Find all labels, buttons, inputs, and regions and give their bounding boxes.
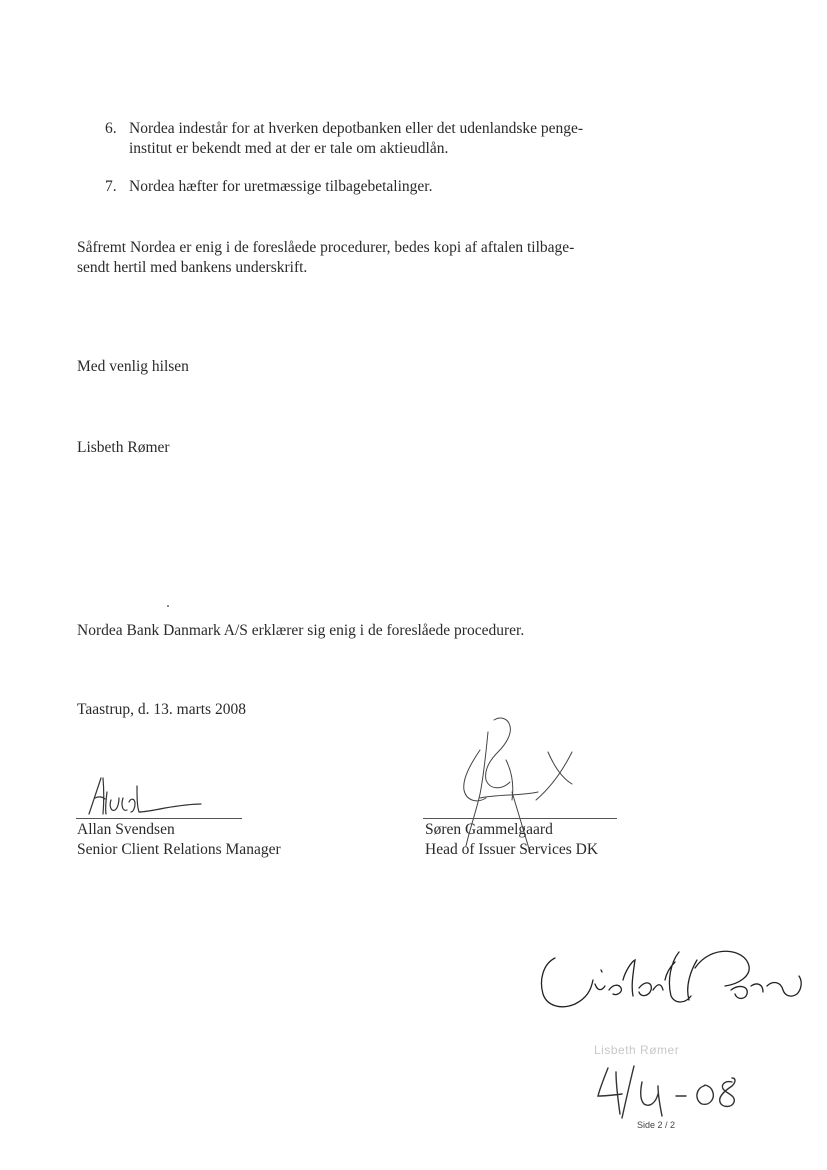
page-number: Side 2 / 2 [637, 1120, 676, 1130]
signature-line-left [76, 818, 242, 819]
stamp-name: Lisbeth Rømer [594, 1043, 680, 1057]
list-item-6-number: 6. [105, 120, 117, 137]
signatory-2-title: Head of Issuer Services DK [425, 841, 599, 858]
scan-speck [167, 605, 169, 607]
handwritten-date [592, 1062, 752, 1120]
signatory-1-title: Senior Client Relations Manager [77, 841, 281, 858]
request-paragraph-line1: Såfremt Nordea er enig i de foreslåede procedurer, bedes kopi af aftalen tilbage- [77, 239, 575, 256]
signatory-2-name: Søren Gammelgaard [425, 821, 553, 838]
stamp-signature [535, 940, 815, 1030]
list-item-6-line1: Nordea indestår for at hverken depotbanken eller det udenlandske penge- [129, 120, 584, 137]
closing-greeting: Med venlig hilsen [77, 358, 189, 375]
request-paragraph-line2: sendt hertil med bankens underskrift. [77, 259, 308, 276]
agreement-statement: Nordea Bank Danmark A/S erklærer sig enig i de foreslåede procedurer. [77, 622, 525, 639]
list-item-6-line2: institut er bekendt med at der er tale om aktieudlån. [129, 140, 449, 157]
list-item-7-number: 7. [105, 178, 117, 195]
signature-allan-svendsen [85, 772, 215, 822]
list-item-7-line1: Nordea hæfter for uretmæssige tilbagebetalinger. [129, 178, 433, 195]
signature-line-right [423, 818, 617, 819]
place-date: Taastrup, d. 13. marts 2008 [77, 701, 246, 718]
sender-name: Lisbeth Rømer [77, 439, 170, 456]
signatory-1-name: Allan Svendsen [77, 821, 175, 838]
